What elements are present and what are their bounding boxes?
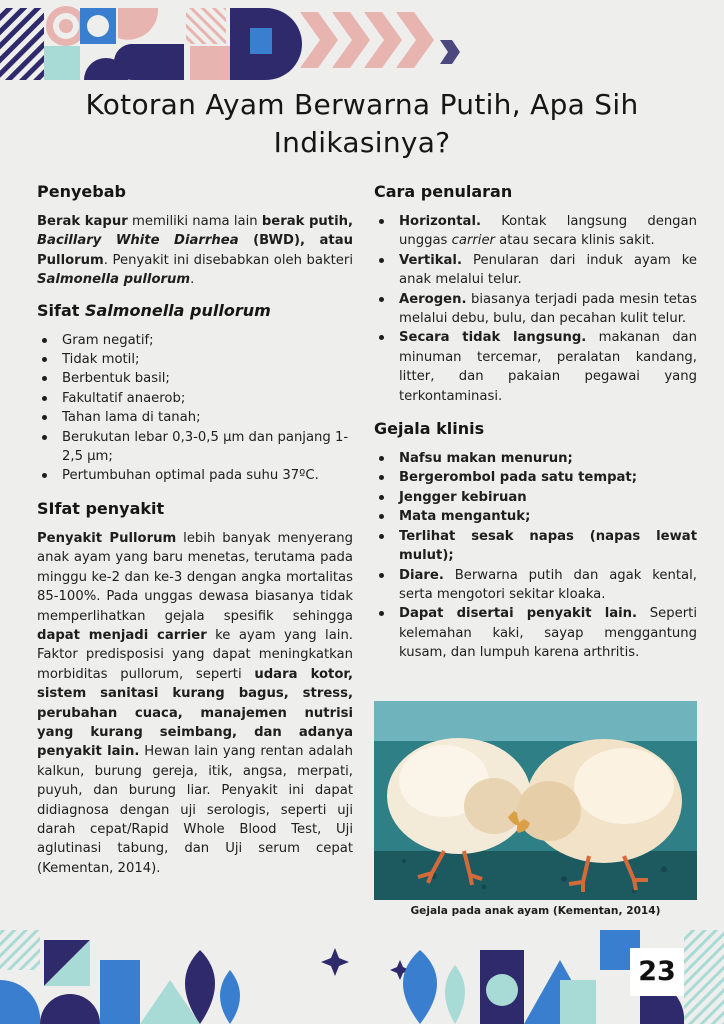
gejala-list bbox=[374, 449, 697, 662]
item-text: Kontak langsung dengan unggas bbox=[399, 214, 697, 249]
title-line-1: Kotoran Ayam Berwarna Putih, Apa Sih bbox=[85, 88, 639, 121]
heading-sifat-penyakit: SIfat penyakit bbox=[37, 498, 165, 518]
item-text: Penularan dari induk ayam ke anak melalui telur. bbox=[399, 252, 697, 288]
list-item bbox=[374, 468, 697, 487]
heading-sifat-bakteri bbox=[37, 300, 353, 322]
item-bold: Vertikal. bbox=[399, 252, 462, 268]
penyebab-text-1: memiliki nama lain bbox=[127, 214, 262, 229]
penularan-list bbox=[374, 212, 697, 406]
item-text: Berwarna putih dan agak kental, serta mengotori sekitar kloaka. bbox=[399, 567, 697, 602]
list-item: Berukutan lebar 0,3-0,5 μm dan panjang 1-2,5 μm; bbox=[37, 428, 353, 467]
penyebab-italic-bacteria: Salmonella pullorum bbox=[37, 272, 191, 288]
left-column bbox=[37, 181, 353, 878]
list-item bbox=[374, 251, 697, 290]
item-bold: Mata mengantuk; bbox=[399, 509, 531, 525]
list-item bbox=[374, 507, 697, 526]
penyebab-bold-3: (BWD), atau Pullorum bbox=[37, 233, 353, 268]
sifat-heading-prefix: Sifat bbox=[37, 300, 85, 320]
list-item bbox=[374, 527, 697, 566]
list-item bbox=[374, 328, 697, 406]
penyebab-bold-1: Berak kapur bbox=[37, 214, 128, 229]
page-number: 23 bbox=[630, 948, 684, 996]
list-item bbox=[374, 212, 697, 251]
list-item: Gram negatif; bbox=[37, 331, 353, 350]
heading-penularan: Cara penularan bbox=[374, 182, 513, 201]
item-bold: Diare. bbox=[399, 567, 444, 583]
list-item bbox=[374, 604, 697, 662]
title-line-2: Indikasinya? bbox=[273, 126, 451, 159]
heading-penyebab: Penyebab bbox=[37, 182, 126, 201]
page-title bbox=[50, 86, 674, 162]
item-text: atau secara klinis sakit. bbox=[494, 233, 655, 249]
list-item: Berbentuk basil; bbox=[37, 369, 353, 388]
item-text: makanan dan minuman tercemar, peralatan kandang, litter, dan pakaian pegawai yang terkontaminasi. bbox=[399, 330, 697, 404]
penyebab-bold-2: berak putih, bbox=[261, 214, 354, 229]
list-item: Tidak motil; bbox=[37, 350, 353, 369]
item-bold: Nafsu makan menurun; bbox=[399, 451, 573, 467]
item-bold: Aerogen. bbox=[399, 291, 467, 307]
item-bold: Bergerombol pada satu tempat; bbox=[399, 470, 638, 486]
list-item bbox=[374, 566, 697, 605]
item-bold: Terlihat sesak napas (napas lewat mulut); bbox=[399, 528, 697, 564]
bottom-decoration bbox=[0, 920, 724, 1024]
penyakit-bold-2: dapat menjadi carrier bbox=[37, 627, 207, 643]
penyakit-text-2: ke ayam yang lain. Faktor predisposisi yang dapat meningkatkan morbiditas pullorum, seperti bbox=[37, 627, 354, 682]
penyebab-text-3: . bbox=[190, 272, 195, 288]
sifat-bakteri-list bbox=[37, 331, 353, 486]
item-bold: Dapat disertai penyakit lain. bbox=[399, 606, 638, 622]
top-decoration bbox=[0, 0, 724, 82]
penyebab-text-2: . Penyakit ini disebabkan oleh bakteri bbox=[103, 252, 353, 268]
sifat-penyakit-paragraph bbox=[37, 529, 353, 878]
heading-gejala: Gejala klinis bbox=[374, 419, 485, 439]
penyakit-bold-1: Penyakit Pullorum bbox=[37, 530, 177, 546]
list-item bbox=[374, 488, 697, 507]
penyakit-bold-3: udara kotor, sistem sanitasi kurang bagus, stress, perubahan cuaca, manajemen nutrisi yang kurang seimbang, dan adanya penyakit lain. bbox=[37, 666, 353, 760]
penyebab-paragraph bbox=[37, 212, 353, 290]
right-column bbox=[374, 181, 697, 663]
sifat-heading-italic: Salmonella pullorum bbox=[84, 300, 271, 320]
item-bold: Horizontal. bbox=[399, 214, 481, 229]
item-text: Seperti kelemahan kaki, sayap menggantung kusam, dan lumpuh karena arthritis. bbox=[399, 606, 697, 661]
list-item: Tahan lama di tanah; bbox=[37, 408, 353, 427]
item-bold: Secara tidak langsung. bbox=[399, 330, 587, 346]
penyakit-text-3: Hewan lain yang rentan adalah kalkun, burung gereja, itik, angsa, merpati, puyuh, dan burung liar. Penyakit ini dapat didiagnosa dengan uji serologis, seperti uji darah cepat/Rapid Whole Blood Test, Uji aglutinasi tabung, dan Uji serum cepat (Kementan, 2014). bbox=[37, 744, 353, 876]
photo-caption: Gejala pada anak ayam (Kementan, 2014) bbox=[410, 905, 661, 917]
penyakit-text-1: lebih banyak menyerang anak ayam yang baru menetas, terutama pada minggu ke-2 dan ke-3 dengan angka mortalitas 85-100%. Pada unggas dewasa biasanya tidak memperlihatkan gejala spesifik sehingga bbox=[37, 530, 354, 624]
list-item bbox=[374, 290, 697, 329]
list-item: Fakultatif anaerob; bbox=[37, 389, 353, 408]
list-item: Pertumbuhan optimal pada suhu 37ºC. bbox=[37, 466, 353, 485]
item-bold: Jengger kebiruan bbox=[399, 489, 527, 505]
item-italic: carrier bbox=[451, 233, 495, 249]
item-text: biasanya terjadi pada mesin tetas melalui debu, bulu, dan pecahan kulit telur. bbox=[399, 291, 697, 327]
list-item bbox=[374, 449, 697, 468]
chicks-photo bbox=[374, 701, 697, 900]
penyebab-italic-bwd: Bacillary White Diarrhea bbox=[37, 233, 239, 249]
